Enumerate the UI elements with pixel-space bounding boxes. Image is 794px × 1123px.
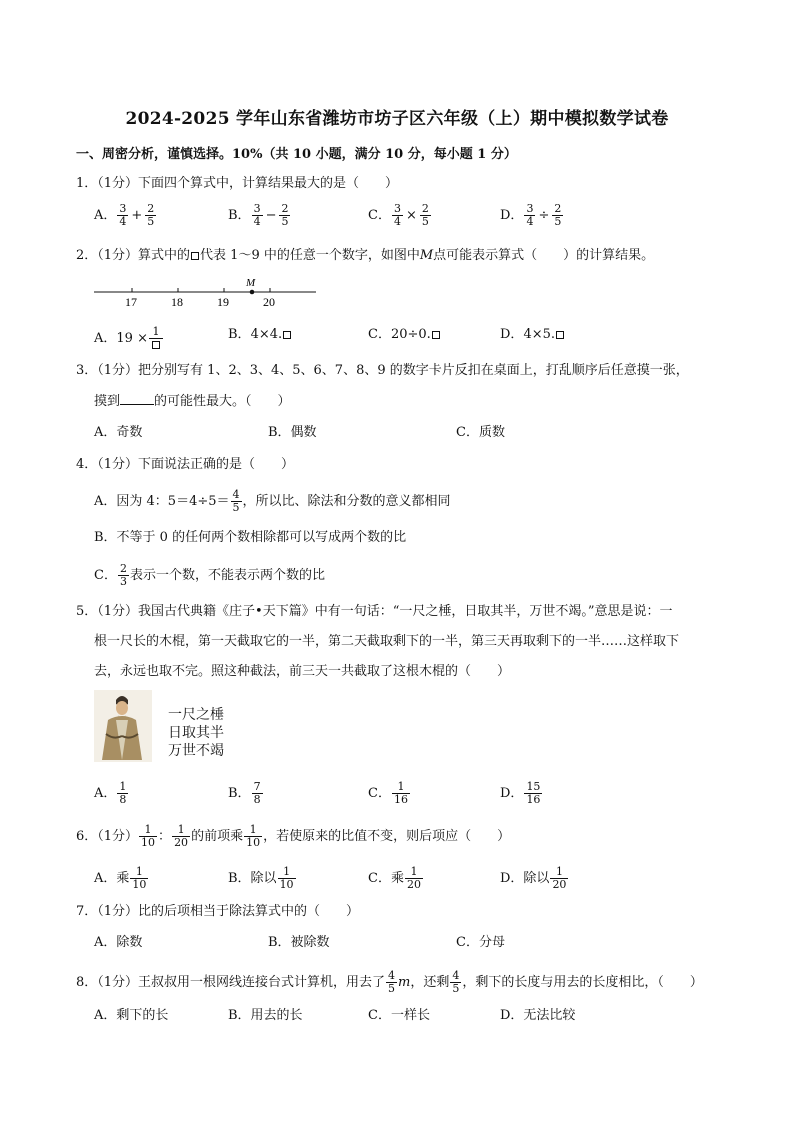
q4-option-b[interactable]: B．不等于 0 的任何两个数相除都可以写成两个数的比 [94, 530, 407, 545]
placeholder-box-icon [432, 331, 440, 339]
answer-blank [120, 392, 154, 405]
page-title: 2024-2025 学年山东省潍坊市坊子区六年级（上）期中模拟数学试卷 [125, 109, 669, 129]
q2-option-c[interactable]: C．20÷0. [368, 326, 441, 344]
fraction: $\frac{2}{5}$ [421, 202, 429, 228]
q3-option-a[interactable]: A．奇数 [94, 425, 143, 440]
quote-line: 万世不竭 [168, 743, 224, 759]
q2-option-a[interactable]: A．19 × 1 [94, 326, 164, 351]
question-2-stem: 2．（1分）算式中的 代表 1～9 中的任意一个数字，如图中M点可能表示算式（ ）的计算结果。 [76, 248, 655, 263]
fraction: $\frac{2}{5}$ [147, 202, 155, 228]
question-7-stem: 7．（1分）比的后项相当于除法算式中的（ ） [76, 904, 360, 919]
q8-option-b[interactable]: B．用去的长 [228, 1008, 303, 1023]
q4-option-a[interactable]: A．因为 4：5＝4÷5＝ $\frac{4}{5}$ ，所以比、除法和分数的意义都相同 [94, 488, 451, 514]
q3-option-c[interactable]: C．质数 [456, 425, 505, 440]
point-m [250, 290, 255, 295]
question-5-line1: 5．（1分）我国古代典籍《庄子•天下篇》中有一句话：“一尺之棰，日取其半，万世不竭。”意思是说：一 [76, 604, 673, 619]
fraction: 1 [149, 326, 163, 351]
q2-option-d[interactable]: D．4×5. [500, 326, 565, 344]
point-m-label: M [246, 277, 256, 289]
q6-option-c[interactable]: C．乘 $\frac{1}{20}$ [368, 865, 421, 891]
q6-option-b[interactable]: B．除以 $\frac{1}{10}$ [228, 865, 294, 891]
number-line [94, 276, 318, 310]
q8-option-d[interactable]: D．无法比较 [500, 1008, 576, 1023]
question-5-line2: 根一尺长的木棍，第一天截取它的一半，第二天截取剩下的一半，第三天再取剩下的一半……这样取下 [94, 634, 680, 649]
question-3-stem-line2: 摸到 的可能性最大。（ ） [94, 394, 291, 409]
question-6-stem: 6．（1分） $\frac{1}{10}$ ： $\frac{1}{20}$ 的前项乘 $\frac{1}{10}$ ，若使原来的比值不变，则后项应（ ） [76, 823, 511, 849]
q5-option-d[interactable]: D． $\frac{15}{16}$ [500, 780, 541, 806]
fraction: $\frac{1}{10}$ [141, 823, 156, 849]
fraction: $\frac{4}{5}$ [232, 488, 240, 514]
fraction: $\frac{1}{20}$ [406, 865, 421, 891]
question-4-stem: 4．（1分）下面说法正确的是（ ） [76, 457, 295, 472]
placeholder-box-icon [283, 331, 291, 339]
fraction: $\frac{7}{8}$ [253, 780, 261, 806]
fraction: $\frac{4}{5}$ [388, 969, 396, 995]
tick-label: 17 [125, 295, 137, 309]
placeholder-box-icon [191, 252, 199, 260]
fraction: $\frac{1}{10}$ [246, 823, 261, 849]
fraction: $\frac{1}{10}$ [279, 865, 294, 891]
placeholder-box-icon [152, 341, 160, 349]
q6-option-d[interactable]: D．除以 $\frac{1}{20}$ [500, 865, 567, 891]
question-1-stem: 1．（1分）下面四个算式中，计算结果最大的是（ ） [76, 176, 399, 191]
quote-line: 一尺之棰 [168, 707, 224, 723]
fraction: $\frac{2}{5}$ [281, 202, 289, 228]
tick-label: 20 [263, 295, 275, 309]
q1-option-d[interactable]: D． $\frac{3}{4}$ ÷ $\frac{2}{5}$ [500, 202, 562, 228]
ancient-sage-illustration [94, 690, 152, 762]
q7-option-a[interactable]: A．除数 [94, 935, 143, 950]
quote-line: 日取其半 [168, 725, 224, 741]
question-3-stem: 3．（1分）把分别写有 1、2、3、4、5、6、7、8、9 的数字卡片反扣在桌面上，打乱顺序后任意摸一张， [76, 363, 689, 378]
fraction: $\frac{2}{3}$ [119, 562, 127, 588]
fraction: $\frac{3}{4}$ [526, 202, 534, 228]
fraction: $\frac{3}{4}$ [253, 202, 261, 228]
section-heading: 一、周密分析，谨慎选择。10%（共 10 小题，满分 10 分，每小题 1 分） [76, 147, 517, 162]
fraction: $\frac{3}{4}$ [119, 202, 127, 228]
q2-option-b[interactable]: B．4×4. [228, 326, 292, 344]
q5-option-c[interactable]: C． $\frac{1}{16}$ [368, 780, 408, 806]
q4-option-c[interactable]: C． $\frac{2}{3}$ 表示一个数，不能表示两个数的比 [94, 562, 325, 588]
placeholder-box-icon [556, 331, 564, 339]
question-8-stem: 8．（1分）王叔叔用一根网线连接台式计算机，用去了 $\frac{4}{5}$ m，还剩 $\frac{4}{5}$ ，剩下的长度与用去的长度相比，（ ） [76, 969, 703, 995]
q5-option-a[interactable]: A． $\frac{1}{8}$ [94, 780, 127, 806]
classical-quote [168, 706, 224, 760]
fraction: $\frac{1}{16}$ [393, 780, 408, 806]
fraction: $\frac{1}{8}$ [119, 780, 127, 806]
q6-option-a[interactable]: A．乘 $\frac{1}{10}$ [94, 865, 147, 891]
q7-option-b[interactable]: B．被除数 [268, 935, 330, 950]
q8-option-a[interactable]: A．剩下的长 [94, 1008, 169, 1023]
tick-label: 18 [171, 295, 183, 309]
q8-option-c[interactable]: C．一样长 [368, 1008, 430, 1023]
fraction: $\frac{3}{4}$ [393, 202, 401, 228]
tick-label: 19 [217, 295, 229, 309]
fraction: $\frac{1}{10}$ [132, 865, 147, 891]
fraction: $\frac{2}{5}$ [554, 202, 562, 228]
q1-option-c[interactable]: C． $\frac{3}{4}$ × $\frac{2}{5}$ [368, 202, 429, 228]
q5-option-b[interactable]: B． $\frac{7}{8}$ [228, 780, 261, 806]
question-5-line3: 去，永远也取不完。照这种截法，前三天一共截取了这根木棍的（ ） [94, 664, 511, 679]
fraction: $\frac{15}{16}$ [526, 780, 541, 806]
fraction: $\frac{4}{5}$ [452, 969, 460, 995]
q7-option-c[interactable]: C．分母 [456, 935, 505, 950]
q1-option-b[interactable]: B． $\frac{3}{4}$ − $\frac{2}{5}$ [228, 202, 289, 228]
q1-option-a[interactable]: A． $\frac{3}{4}$ + $\frac{2}{5}$ [94, 202, 155, 228]
q3-option-b[interactable]: B．偶数 [268, 425, 317, 440]
fraction: $\frac{1}{20}$ [174, 823, 189, 849]
fraction: $\frac{1}{20}$ [552, 865, 567, 891]
